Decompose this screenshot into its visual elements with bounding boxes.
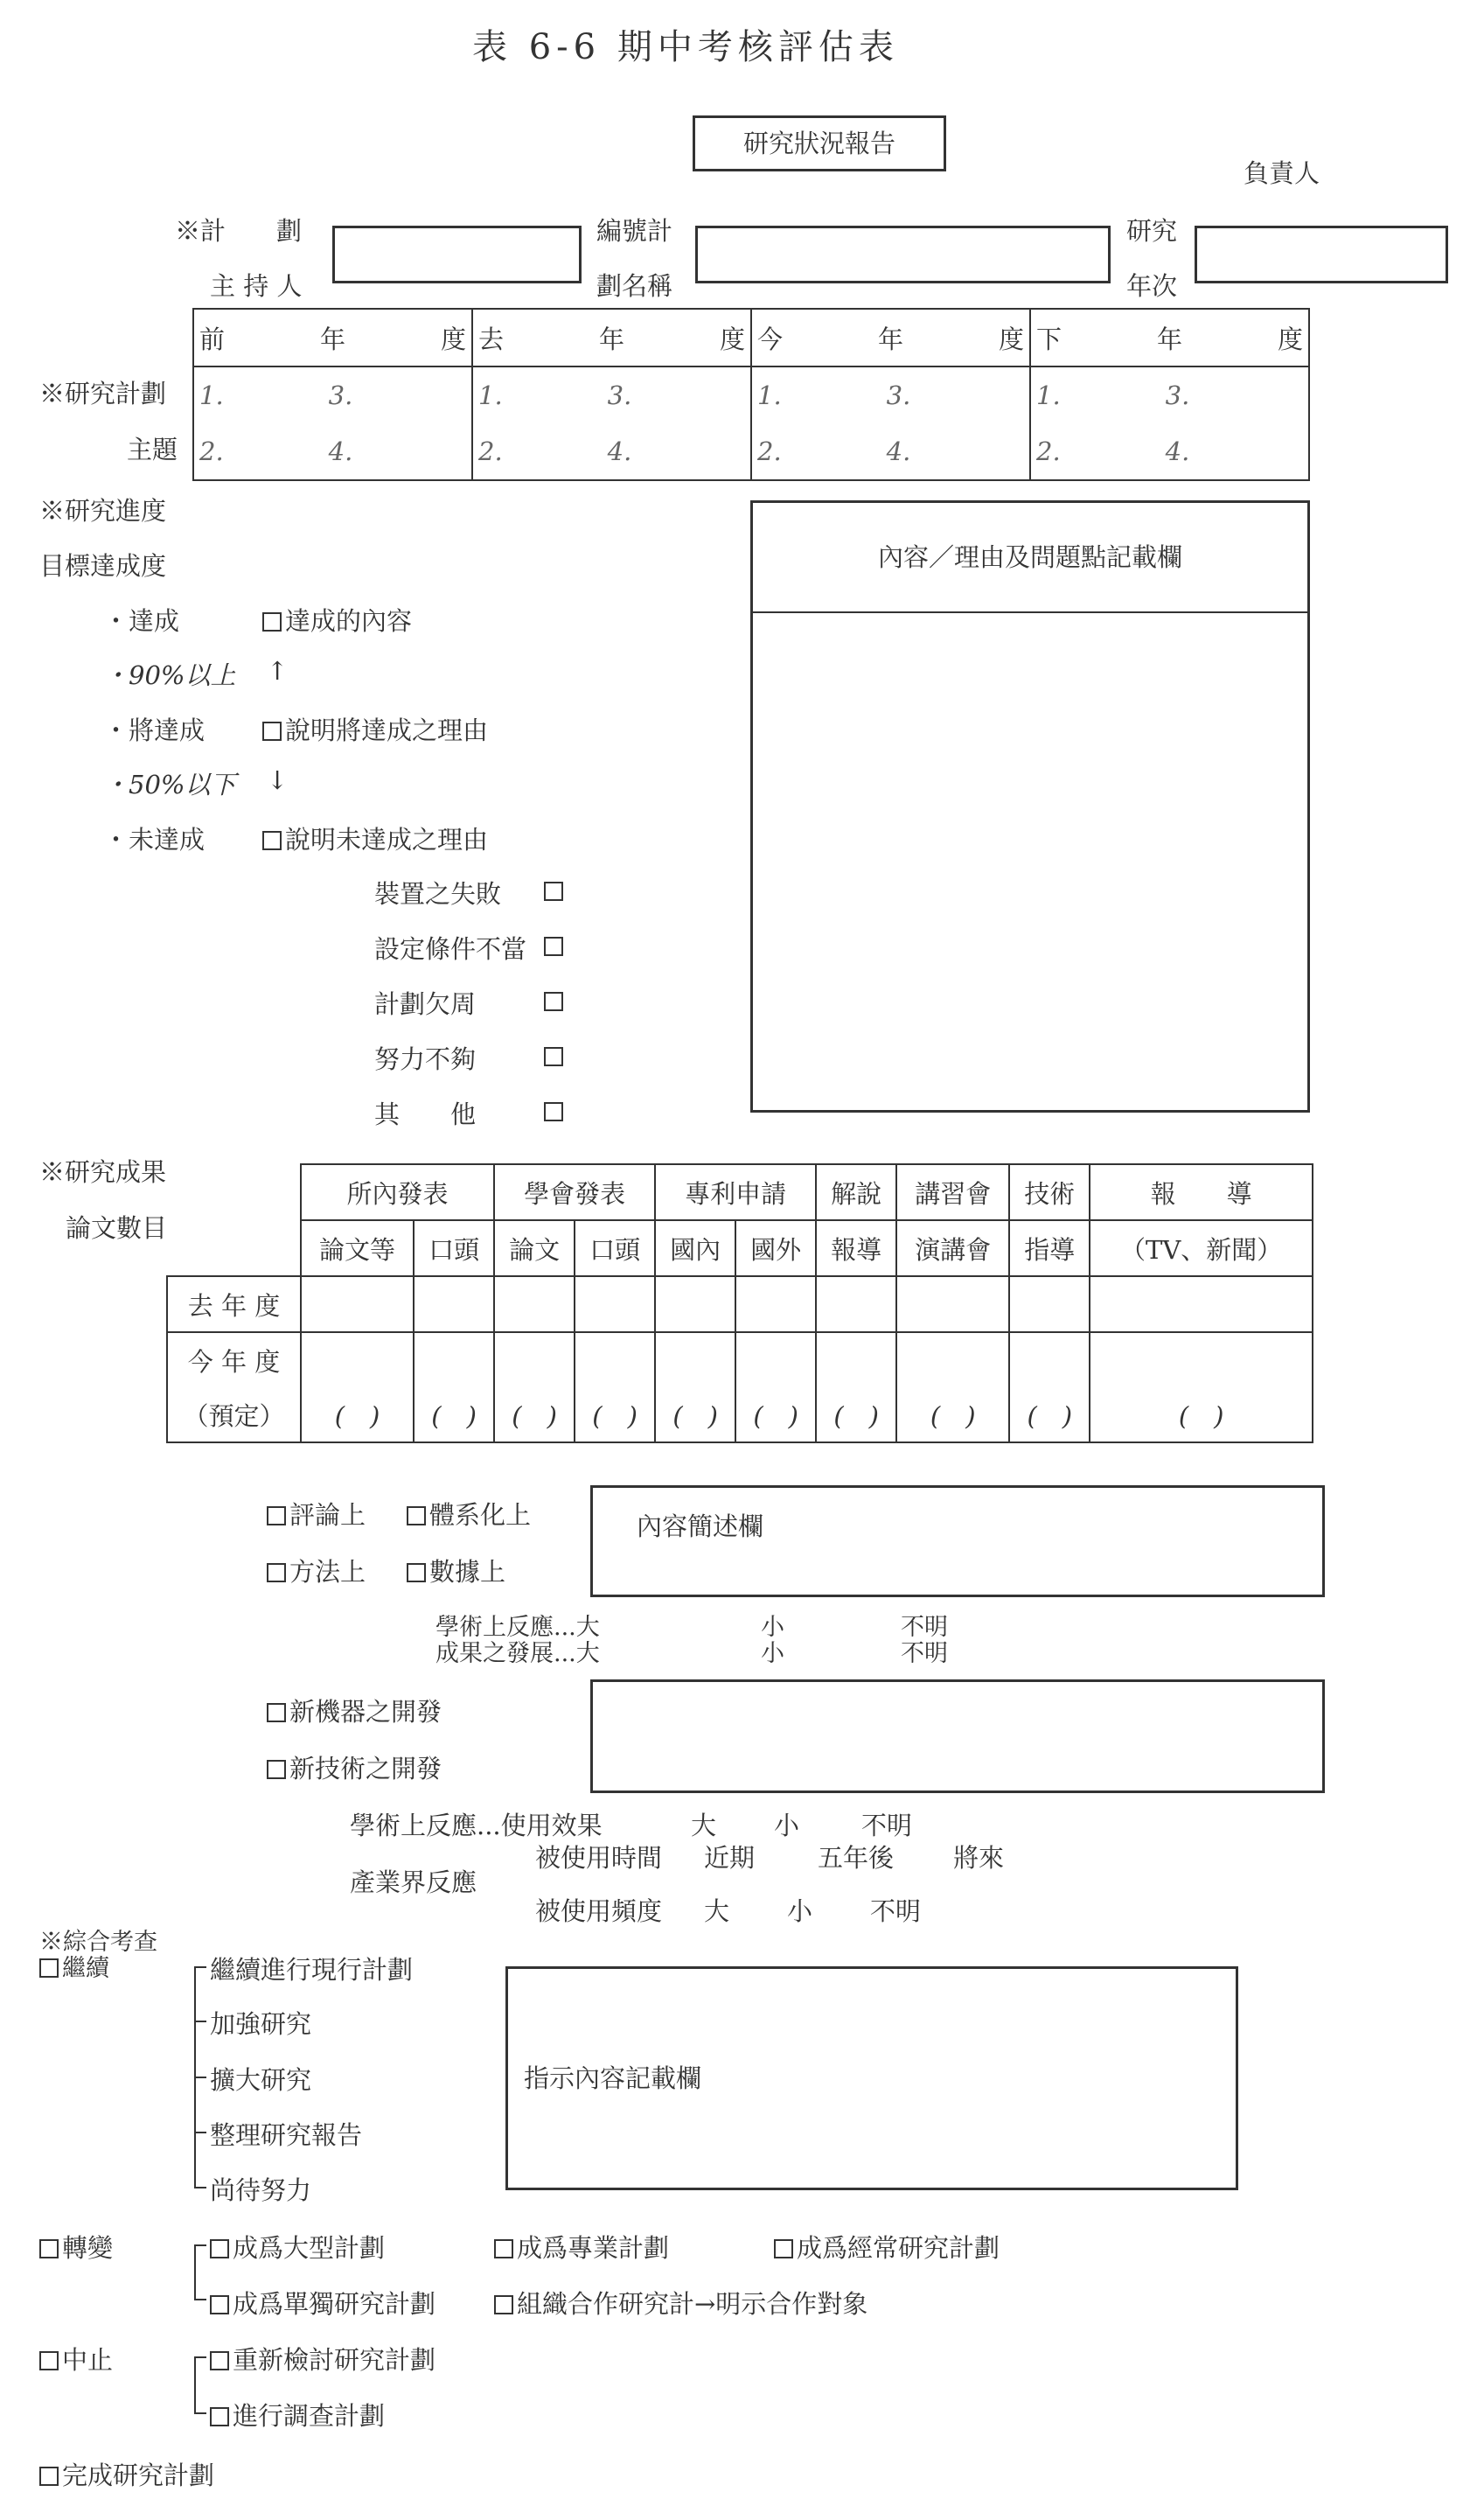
stop-item[interactable]: 重新檢討研究計劃	[210, 2341, 435, 2377]
plan-label-bottom: 劃名稱	[596, 271, 673, 301]
group-header: 所內發表	[301, 1164, 494, 1220]
sub-header: 國外	[735, 1220, 816, 1276]
result-cell[interactable]	[896, 1276, 1009, 1332]
pi-label-top: ※計 劃	[175, 216, 303, 246]
continue-item: 擴大研究	[210, 2065, 312, 2095]
pi-label-bottom: 主 持 人	[210, 271, 303, 301]
group-header: 講習會	[896, 1164, 1009, 1220]
result-cell[interactable]	[414, 1276, 494, 1332]
checkbox[interactable]	[39, 2351, 59, 2370]
group-header: 技術	[1009, 1164, 1090, 1220]
result-cell[interactable]	[655, 1276, 735, 1332]
row-label: 去 年 度	[167, 1276, 301, 1332]
col-header-last: 去 年 度	[472, 309, 751, 366]
group-header: 報 導	[1090, 1164, 1313, 1220]
result-cell[interactable]	[575, 1276, 655, 1332]
planned-cell[interactable]: ( )	[414, 1387, 494, 1442]
reason-checkbox[interactable]	[544, 937, 563, 956]
instruction-box[interactable]	[505, 1966, 1238, 2190]
year-field[interactable]	[1195, 226, 1448, 283]
checkbox[interactable]	[267, 1703, 286, 1722]
result-cell[interactable]	[735, 1276, 816, 1332]
plan-cell[interactable]: 1. 3.	[1030, 366, 1309, 423]
plan-row-label-top: ※研究計劃	[39, 379, 167, 408]
sub-header: 國內	[655, 1220, 735, 1276]
checkbox[interactable]	[407, 1506, 426, 1525]
complete-opt[interactable]: 完成研究計劃	[39, 2456, 214, 2492]
device-opt[interactable]: 新技術之開發	[267, 1749, 442, 1785]
instruction-box-label: 指示內容記載欄	[524, 2063, 702, 2093]
sub-header: （TV、新聞）	[1090, 1220, 1313, 1276]
sub-header: 演講會	[896, 1220, 1009, 1276]
checkbox[interactable]	[494, 2239, 513, 2258]
results-table	[166, 1163, 1313, 1443]
industry-reaction: 產業界反應	[350, 1867, 477, 1897]
plan-row-label-bottom: 主題	[127, 435, 178, 464]
row-label: （預定）	[167, 1387, 301, 1442]
planned-cell[interactable]: ( )	[301, 1387, 414, 1442]
checkbox[interactable]	[210, 2407, 229, 2426]
pi-field[interactable]	[332, 226, 582, 283]
stop-item[interactable]: 進行調查計劃	[210, 2397, 385, 2433]
reason-label: 努力不夠	[374, 1044, 477, 1074]
theory-opt[interactable]: 體系化上	[407, 1496, 531, 1532]
progress-bullet: ・未達成	[103, 825, 206, 855]
plan-cell[interactable]: 1. 3.	[751, 366, 1030, 423]
checkbox[interactable]	[39, 2239, 59, 2258]
stop-opt[interactable]: 中止	[39, 2341, 113, 2377]
continue-opt[interactable]: 繼續	[39, 1949, 109, 1983]
planned-cell[interactable]: ( )	[896, 1387, 1009, 1442]
checkbox[interactable]	[267, 1506, 286, 1525]
group-header: 學會發表	[494, 1164, 655, 1220]
plan-cell[interactable]: 2. 4.	[193, 423, 472, 480]
reason-label: 裝置之失敗	[374, 879, 502, 909]
change-item[interactable]: 成爲經常研究計劃	[774, 2229, 1000, 2265]
planned-cell[interactable]: ( )	[816, 1387, 896, 1442]
progress-detail[interactable]: 說明將達成之理由	[262, 711, 488, 747]
plan-cell[interactable]: 2. 4.	[1030, 423, 1309, 480]
theory-opt[interactable]: 數據上	[407, 1553, 505, 1588]
continue-item: 尚待努力	[210, 2175, 312, 2205]
device-academic: 學術上反應...使用效果	[350, 1811, 603, 1840]
year-label-bottom: 年次	[1126, 271, 1178, 301]
result-cell[interactable]	[494, 1276, 575, 1332]
checkbox[interactable]	[774, 2239, 793, 2258]
planned-cell[interactable]: ( )	[655, 1387, 735, 1442]
result-cell[interactable]	[1009, 1276, 1090, 1332]
checkbox[interactable]	[407, 1563, 426, 1582]
progress-detail[interactable]: 達成的內容	[262, 602, 412, 638]
progress-subheading: 目標達成度	[39, 551, 167, 581]
reason-box[interactable]	[750, 500, 1310, 1113]
result-cell[interactable]	[1090, 1276, 1313, 1332]
plan-cell[interactable]: 2. 4.	[472, 423, 751, 480]
continue-item: 整理研究報告	[210, 2120, 363, 2150]
row-label: 今 年 度	[167, 1332, 301, 1387]
result-cell[interactable]	[301, 1276, 414, 1332]
planned-cell[interactable]: ( )	[494, 1387, 575, 1442]
results-heading: ※研究成果	[39, 1157, 167, 1187]
change-opt[interactable]: 轉變	[39, 2229, 113, 2265]
page-title: 表 6-6 期中考核評估表	[472, 27, 899, 67]
progress-detail[interactable]: 說明未達成之理由	[262, 820, 488, 856]
reason-checkbox[interactable]	[544, 992, 563, 1011]
theory-opt[interactable]: 方法上	[267, 1553, 366, 1588]
checkbox[interactable]	[210, 2295, 229, 2314]
group-header: 專利申請	[655, 1164, 816, 1220]
theory-opt[interactable]: 評論上	[267, 1496, 366, 1532]
reason-box-header: 內容／理由及問題點記載欄	[753, 503, 1307, 613]
checkbox[interactable]	[210, 2351, 229, 2370]
device-opt[interactable]: 新機器之開發	[267, 1693, 442, 1728]
checkbox[interactable]	[262, 612, 282, 632]
progress-bullet: ・將達成	[103, 716, 206, 745]
checkbox[interactable]	[39, 1958, 59, 1978]
group-header: 解說	[816, 1164, 896, 1220]
sub-header: 指導	[1009, 1220, 1090, 1276]
change-item[interactable]: 成爲專業計劃	[494, 2229, 669, 2265]
summary-box[interactable]	[590, 1485, 1325, 1597]
up-arrow-icon: ↑	[267, 656, 289, 686]
year-label-top: 研究	[1126, 216, 1178, 246]
summary-box-label: 內容簡述欄	[637, 1511, 764, 1541]
col-header-this: 今 年 度	[751, 309, 1030, 366]
col-header-next: 下 年 度	[1030, 309, 1309, 366]
planned-cell[interactable]: ( )	[1090, 1387, 1313, 1442]
academic-reaction: 學術上反應...大	[435, 1614, 600, 1641]
reason-label: 設定條件不當	[374, 934, 527, 964]
results-subheading: 論文數目	[66, 1213, 168, 1243]
responsible-label: 負責人	[1244, 158, 1320, 188]
progress-bullet: ・90%以上	[103, 660, 236, 690]
reason-label: 其 他	[374, 1099, 477, 1129]
continue-item: 繼續進行現行計劃	[210, 1955, 414, 1985]
plan-label-top: 編號計	[596, 216, 673, 246]
col-header-prev: 前 年 度	[193, 309, 472, 366]
reason-checkbox[interactable]	[544, 882, 563, 901]
sub-header: 口頭	[414, 1220, 494, 1276]
checkbox[interactable]	[210, 2239, 229, 2258]
checkbox[interactable]	[39, 2467, 59, 2486]
change-item[interactable]: 成爲大型計劃	[210, 2229, 385, 2265]
planned-cell[interactable]: ( )	[735, 1387, 816, 1442]
review-heading: ※綜合考查	[39, 1929, 157, 1956]
planned-cell[interactable]: ( )	[575, 1387, 655, 1442]
continue-item: 加強研究	[210, 2009, 312, 2039]
result-cell[interactable]	[816, 1276, 896, 1332]
down-arrow-icon: ↓	[267, 765, 289, 795]
plan-cell[interactable]: 1. 3.	[472, 366, 751, 423]
change-item[interactable]: 組織合作研究計→明示合作對象	[494, 2285, 867, 2321]
report-label: 研究狀況報告	[693, 115, 946, 171]
checkbox[interactable]	[267, 1563, 286, 1582]
reason-label: 計劃欠周	[374, 989, 477, 1019]
progress-heading: ※研究進度	[39, 496, 167, 526]
plan-cell[interactable]: 1. 3.	[193, 366, 472, 423]
progress-bullet: ・達成	[103, 606, 180, 636]
progress-bullet: ・50%以下	[103, 770, 236, 799]
checkbox[interactable]	[267, 1760, 286, 1779]
planned-cell[interactable]: ( )	[1009, 1387, 1090, 1442]
development-reaction: 成果之發展...大	[435, 1640, 600, 1667]
reason-checkbox[interactable]	[544, 1102, 563, 1121]
plan-name-field[interactable]	[695, 226, 1111, 283]
reason-checkbox[interactable]	[544, 1047, 563, 1066]
checkbox[interactable]	[494, 2295, 513, 2314]
plan-cell[interactable]: 2. 4.	[751, 423, 1030, 480]
checkbox[interactable]	[262, 722, 282, 741]
sub-header: 口頭	[575, 1220, 655, 1276]
checkbox[interactable]	[262, 831, 282, 850]
plan-table	[192, 308, 1310, 481]
sub-header: 論文等	[301, 1220, 414, 1276]
change-item[interactable]: 成爲單獨研究計劃	[210, 2285, 435, 2321]
sub-header: 報導	[816, 1220, 896, 1276]
device-box[interactable]	[590, 1679, 1325, 1793]
sub-header: 論文	[494, 1220, 575, 1276]
